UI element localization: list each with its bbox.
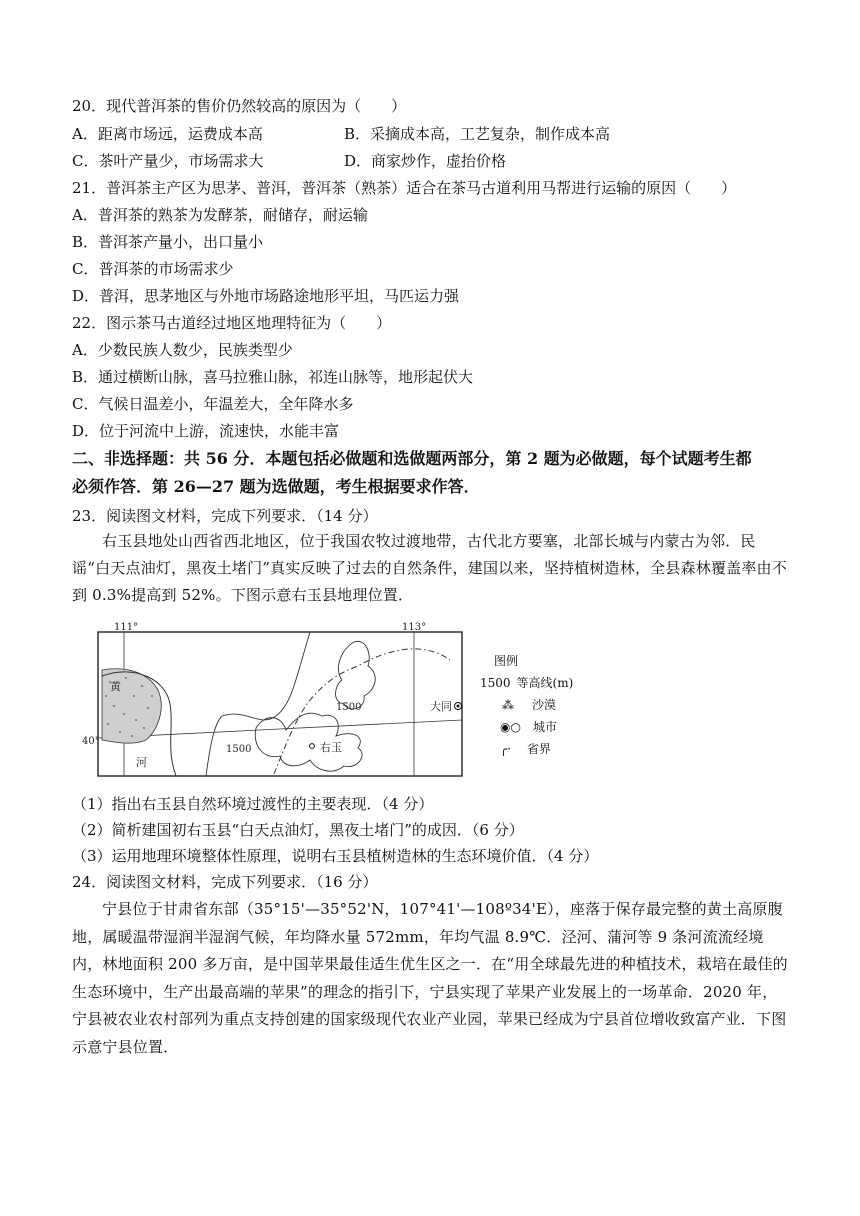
contour-west [206,632,310,776]
city-symbol-icon: ◉○ [500,720,521,734]
q20-option-c: C．茶叶产量少，市场需求大 [72,152,264,170]
contour-1500-label-a: 1500 [336,702,362,713]
section2-heading-line2: 必须作答．第 26—27 题为选做题，考生根据要求作答． [72,477,480,496]
q23-material: 右玉县地处山西省西北地区，位于我国农牧过渡地带，古代北方要塞，北部长城与内蒙古为邻．民谣“白天点油灯，黑夜土堵门”真实反映了过去的自然条件，建国以来，坚持植树造林，全县森林覆盖率由不到 0.3%提高到 52%。下图示意右玉县地理位置． [72,532,787,604]
q23-stem: 23．阅读图文材料，完成下列要求．（14 分） [72,507,378,525]
q21-option-d: D．普洱，思茅地区与外地市场路途地形平坦，马匹运力强 [72,287,460,305]
q20-option-a: A．距离市场远，运费成本高 [72,125,263,143]
he-label: 河 [136,756,147,769]
section2-heading-line1: 二、非选择题：共 56 分．本题包括必做题和选做题两部分，第 2 题为必做题，每个试题考生都 [72,449,752,468]
legend-border-label: 省界 [527,742,552,756]
q22-option-a: A．少数民族人数少，民族类型少 [72,341,293,359]
q22-option-c: C．气候日温差小，年温差大，全年降水多 [72,395,354,413]
legend-title: 图例 [494,654,519,668]
youyu-city-marker [310,744,315,749]
q20-option-b: B．采摘成本高，工艺复杂，制作成本高 [344,125,611,143]
map-legend [480,650,573,760]
legend-contour [480,672,573,694]
q20-option-d: D．商家炒作，虚抬价格 [344,152,507,170]
legend-city [500,716,573,738]
legend-contour-label: 等高线(m) [516,676,574,690]
legend-city-label: 城市 [532,720,557,734]
youyu-label: 右玉 [320,741,342,754]
lat-40-label: 40° [82,736,100,747]
q21-option-b: B．普洱茶产量小，出口量小 [72,233,264,251]
youyu-location-map [82,620,476,780]
q20-stem: 20．现代普洱茶的售价仍然较高的原因为（ ） [72,97,407,115]
lon-111-label: 111° [114,622,139,633]
legend-desert-label: 沙漠 [532,698,557,712]
border-symbol-icon: ╭· [500,742,512,756]
datong-city-dot [457,705,460,708]
desert-symbol-icon: ⁂ [502,698,514,712]
highland-north [336,641,376,709]
contour-1500-label-b: 1500 [226,744,252,755]
q23-sub3: （3）运用地理环境整体性原理，说明右玉县植树造林的生态环境价值．（4 分） [72,847,599,865]
q24-stem: 24．阅读图文材料，完成下列要求．（16 分） [72,873,378,891]
q21-option-c: C．普洱茶的市场需求少 [72,260,234,278]
q22-option-d: D．位于河流中上游，流速快，水能丰富 [72,422,340,440]
legend-border [500,738,573,760]
q23-sub1: （1）指出右玉县自然环境过渡性的主要表现．（4 分） [72,795,434,813]
q22-stem: 22．图示茶马古道经过地区地理特征为（ ） [72,314,392,332]
legend-desert [502,694,573,716]
huang-label: 黄 [110,680,121,693]
mountain-south [255,713,362,771]
lon-113-label: 113° [402,622,427,633]
q21-option-a: A．普洱茶的熟茶为发酵茶，耐储存，耐运输 [72,206,368,224]
q22-option-b: B．通过横断山脉，喜马拉雅山脉，祁连山脉等，地形起伏大 [72,368,474,386]
q24-material: 宁县位于甘肃省东部（35°15'—35°52'N，107°41'—108º34'E），座落于保存最完整的黄土高原腹地，属暖温带湿润半湿润气候，年均降水量 572mm，年均气温 8.9℃．泾河、蒲河等 9 条河流流经境内，林地面积 200 多万亩，是中国苹果最佳适生优生区之一．在“用全球最先进的种植技术，栽培在最佳的生态环境中，生产出最高端的苹果”的理念的指引下，宁县实现了苹果产业发展上的一场革命．2020 年，宁县被农业农村部列为重点支持创建的国家级现代农业产业园，苹果已经成为宁县首位增收致富产业．下图示意宁县位置． [72,900,788,1056]
datong-label: 大同 [430,700,452,713]
q21-stem: 21．普洱茶主产区为思茅、普洱，普洱茶（熟茶）适合在茶马古道利用马帮进行运输的原因（ ） [72,179,737,197]
legend-contour-value: 1500 [480,676,511,690]
q23-sub2: （2）简析建国初右玉县“白天点油灯，黑夜土堵门”的成因．（6 分） [72,821,524,839]
